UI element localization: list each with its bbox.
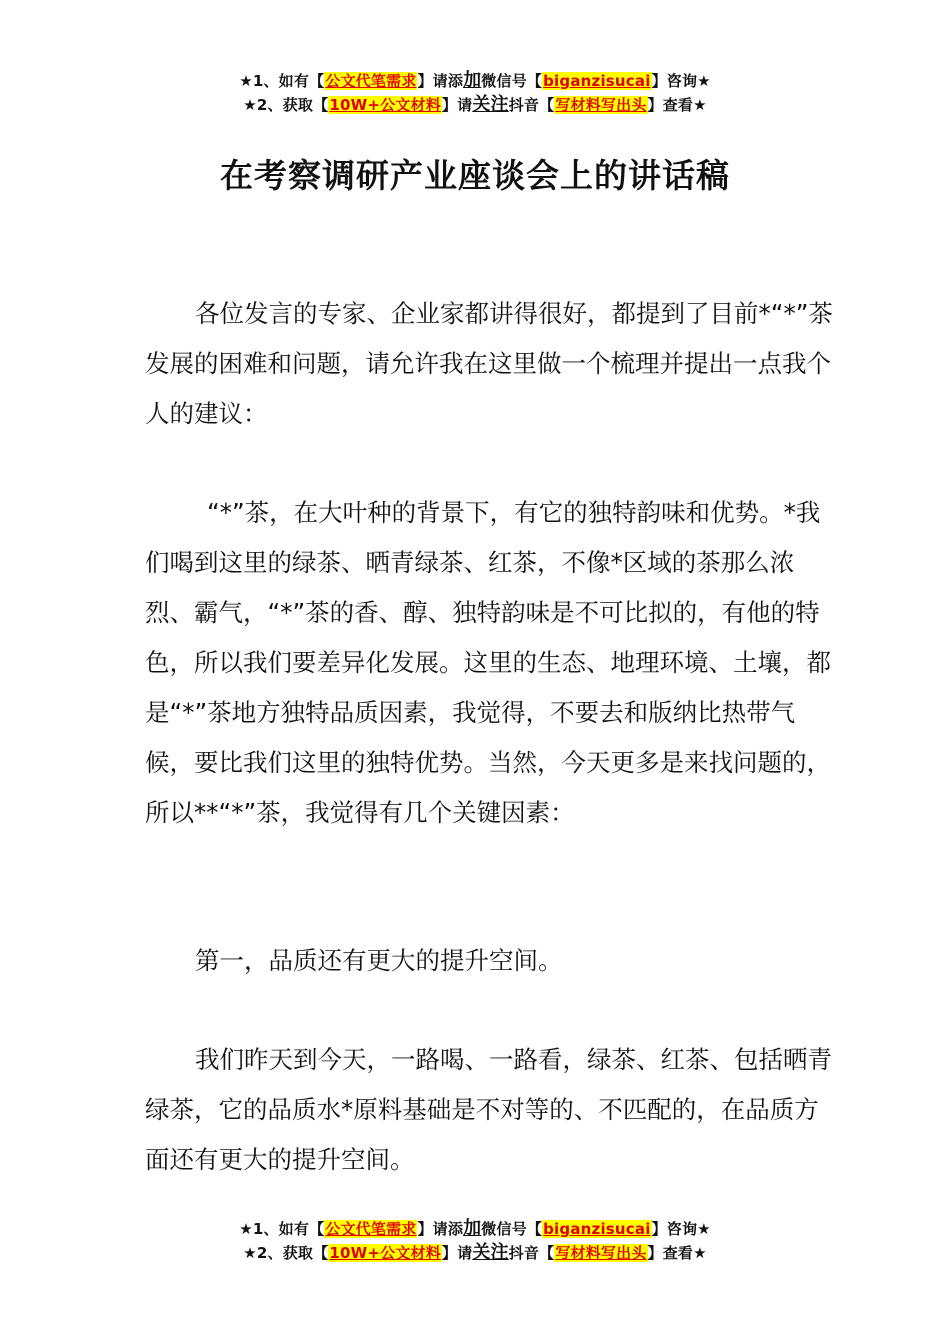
footer-banner	[0, 1217, 950, 1265]
header-banner	[0, 69, 950, 117]
ghostwriting-highlight: 公文代笔需求	[325, 1220, 417, 1238]
paragraph-quality: 我们昨天到今天，一路喝、一路看，绿茶、红茶、包括晒青绿茶，它的品质水*原料基础是不对等的、不匹配的，在品质方面还有更大的提升空间。	[145, 1045, 832, 1174]
banner-line-2: ★2、获取【10W+公文材料】请关注抖音【写材料写出头】查看★	[243, 1242, 707, 1263]
wechat-id-highlight: biganzisucai	[543, 72, 651, 90]
douyin-account-highlight: 写材料写出头	[555, 1244, 647, 1262]
banner-line-1: ★1、如有【公文代笔需求】请添加微信号【biganzisucai】咨询★	[239, 1218, 711, 1239]
wechat-id-highlight: biganzisucai	[543, 1220, 651, 1238]
materials-highlight: 10W+公文材料	[329, 1244, 441, 1262]
banner-line-1: ★1、如有【公文代笔需求】请添加微信号【biganzisucai】咨询★	[239, 70, 711, 91]
paragraph-tea-advantages: “*”茶，在大叶种的背景下，有它的独特韵味和优势。*我们喝到这里的绿茶、晒青绿茶、红茶，不像*区域的茶那么浓烈、霸气，“*”茶的香、醇、独特韵味是不可比拟的，有他的特色，所以我们要差异化发展。这里的生态、地理环境、土壤，都是“*”茶地方独特品质因素，我觉得，不要去和版纳比热带气候，要比我们这里的独特优势。当然，今天更多是来找问题的，所以**“*”茶，我觉得有几个关键因素：	[145, 498, 831, 827]
paragraph-intro: 各位发言的专家、企业家都讲得很好，都提到了目前*“*”茶发展的困难和问题，请允许我在这里做一个梳理并提出一点我个人的建议：	[145, 299, 833, 428]
douyin-account-highlight: 写材料写出头	[555, 96, 647, 114]
ghostwriting-highlight: 公文代笔需求	[325, 72, 417, 90]
document-title: 在考察调研产业座谈会上的讲话稿	[220, 156, 730, 195]
materials-highlight: 10W+公文材料	[329, 96, 441, 114]
banner-line-2: ★2、获取【10W+公文材料】请关注抖音【写材料写出头】查看★	[243, 94, 707, 115]
paragraph-point-one: 第一，品质还有更大的提升空间。	[195, 946, 563, 975]
